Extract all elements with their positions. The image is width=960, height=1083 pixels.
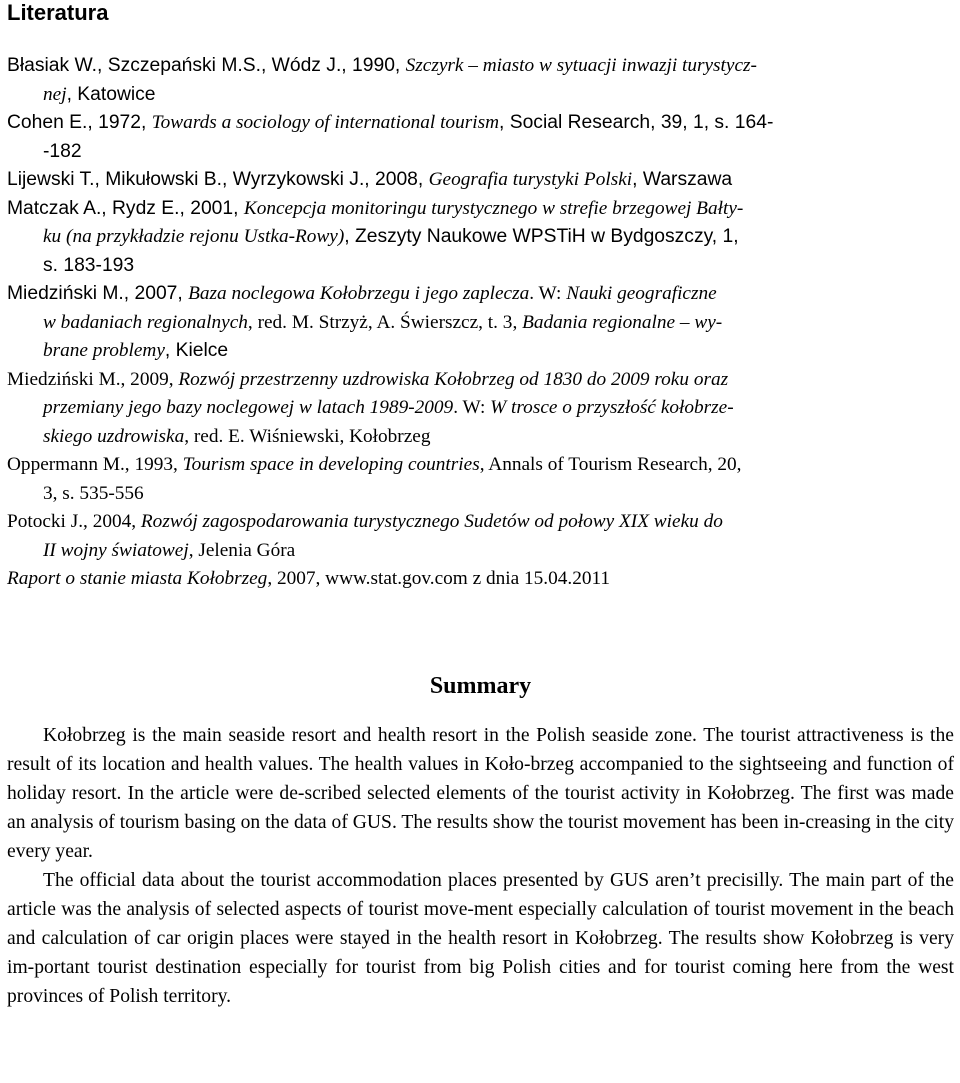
bibliography-entry bbox=[7, 52, 954, 109]
entry-title-continuation: II wojny światowej bbox=[43, 539, 189, 561]
entry-continuation bbox=[7, 394, 954, 423]
entry-continuation: 3, s. 535-556 bbox=[43, 482, 144, 504]
entry-title: Rozwój przestrzenny uzdrowiska Kołobrzeg od 1830 do 2009 roku oraz bbox=[178, 368, 729, 390]
entry-authors: Lijewski T., Mikułowski B., Wyrzykowski J., 2008, bbox=[7, 169, 429, 190]
entry-continuation: -182 bbox=[43, 140, 82, 162]
entry-tail: , Katowice bbox=[66, 83, 156, 105]
entry-authors: Miedziński M., 2009, bbox=[7, 368, 179, 390]
entry-title-continuation: ku (na przykładzie rejonu Ustka-Rowy) bbox=[43, 226, 345, 247]
entry-authors: Błasiak W., Szczepański M.S., Wódz J., 1990, bbox=[7, 55, 406, 76]
entry-authors: Potocki J., 2004, bbox=[7, 511, 141, 532]
entry-continuation: s. 183-193 bbox=[43, 254, 135, 276]
entry-title: W trosce o przyszłość kołobrze- bbox=[490, 397, 734, 418]
bibliography-entry bbox=[7, 451, 954, 508]
entry-tail: , Kielce bbox=[164, 340, 229, 361]
entry-tail: , Social Research, 39, 1, s. 164- bbox=[499, 112, 774, 133]
entry-authors: Oppermann M., 1993, bbox=[7, 454, 183, 475]
entry-title: Towards a sociology of international tourism bbox=[151, 112, 499, 133]
summary-paragraph: The official data about the tourist accommodation places presented by GUS aren’t precisilly. The main part of the article was the analysis of selected aspects of tourist move-ment especially calculation of tourist movement in the beach and calculation of car origin places were stayed in the health resort in Kołobrzeg. The results show Kołobrzeg is very im-portant tourist destination especially for tourist from big Polish cities and for tourist coming here from the west provinces of Polish territory. bbox=[7, 869, 954, 1007]
bibliography-entry bbox=[7, 508, 954, 565]
entry-title: Szczyrk – miasto w sytuacji inwazji turystycz- bbox=[405, 55, 757, 76]
entry-tail: . W: bbox=[529, 283, 567, 304]
literature-heading: Literatura bbox=[7, 0, 109, 25]
summary-paragraph: Kołobrzeg is the main seaside resort and health resort in the Polish seaside zone. The tourist attractiveness is the result of its location and health values. The health values in Koło-brzeg accompanied to the sightseeing and function of holiday resort. In the article were de-scribed selected elements of the tourist activity in Kołobrzeg. The first was made an analysis of tourism basing on the data of GUS. The results show the tourist movement has been in-creasing in the city every year. bbox=[7, 724, 954, 862]
entry-title: Geografia turystyki Polski bbox=[428, 169, 633, 190]
entry-tail: , red. M. Strzyż, A. Świerszcz, t. 3, bbox=[247, 311, 523, 333]
entry-continuation bbox=[7, 337, 954, 366]
entry-title: Nauki geograficzne bbox=[566, 283, 717, 304]
bibliography-entry bbox=[7, 280, 954, 366]
summary-body bbox=[7, 721, 954, 1011]
entry-tail: . W: bbox=[453, 397, 491, 418]
entry-title-continuation: w badaniach regionalnych bbox=[43, 311, 248, 333]
entry-title: Raport o stanie miasta Kołobrzeg bbox=[7, 568, 268, 589]
bibliography-entry bbox=[7, 366, 954, 452]
entry-tail: , Annals of Tourism Research, 20, bbox=[479, 454, 742, 475]
bibliography-entry bbox=[7, 195, 954, 281]
bibliography-entry bbox=[7, 166, 954, 195]
bibliography-entry bbox=[7, 109, 954, 166]
entry-tail: , Warszawa bbox=[632, 169, 733, 190]
bibliography-list bbox=[7, 52, 954, 594]
entry-title: Koncepcja monitoringu turystycznego w strefie brzegowej Bałty- bbox=[243, 197, 744, 219]
entry-title: Tourism space in developing countries bbox=[182, 454, 480, 475]
entry-title-continuation: brane problemy bbox=[43, 340, 165, 361]
summary-title: Summary bbox=[429, 672, 532, 699]
entry-title-continuation: przemiany jego bazy noclegowej w latach 1989-2009 bbox=[43, 397, 454, 418]
bibliography-entry bbox=[7, 565, 954, 594]
entry-tail: , Jelenia Góra bbox=[188, 539, 296, 561]
entry-authors: Cohen E., 1972, bbox=[7, 112, 152, 133]
entry-continuation bbox=[7, 423, 954, 452]
entry-continuation bbox=[7, 309, 954, 338]
entry-continuation bbox=[7, 537, 954, 566]
entry-title: Rozwój zagospodarowania turystycznego Sudetów od połowy XIX wieku do bbox=[140, 511, 723, 532]
entry-tail: , red. E. Wiśniewski, Kołobrzeg bbox=[184, 425, 431, 447]
entry-title: Badania regionalne – wy- bbox=[522, 311, 723, 333]
entry-continuation bbox=[7, 223, 954, 252]
entry-tail: , Zeszyty Naukowe WPSTiH w Bydgoszczy, 1, bbox=[344, 226, 739, 247]
entry-authors: Miedziński M., 2007, bbox=[7, 283, 189, 304]
entry-title-continuation: skiego uzdrowiska bbox=[43, 425, 185, 447]
entry-title: Baza noclegowa Kołobrzegu i jego zaplecza bbox=[188, 283, 530, 304]
entry-tail: , 2007, www.stat.gov.com z dnia 15.04.2011 bbox=[267, 568, 611, 589]
entry-title-continuation: nej bbox=[43, 83, 67, 105]
entry-continuation bbox=[7, 81, 954, 110]
entry-authors: Matczak A., Rydz E., 2001, bbox=[7, 197, 244, 219]
